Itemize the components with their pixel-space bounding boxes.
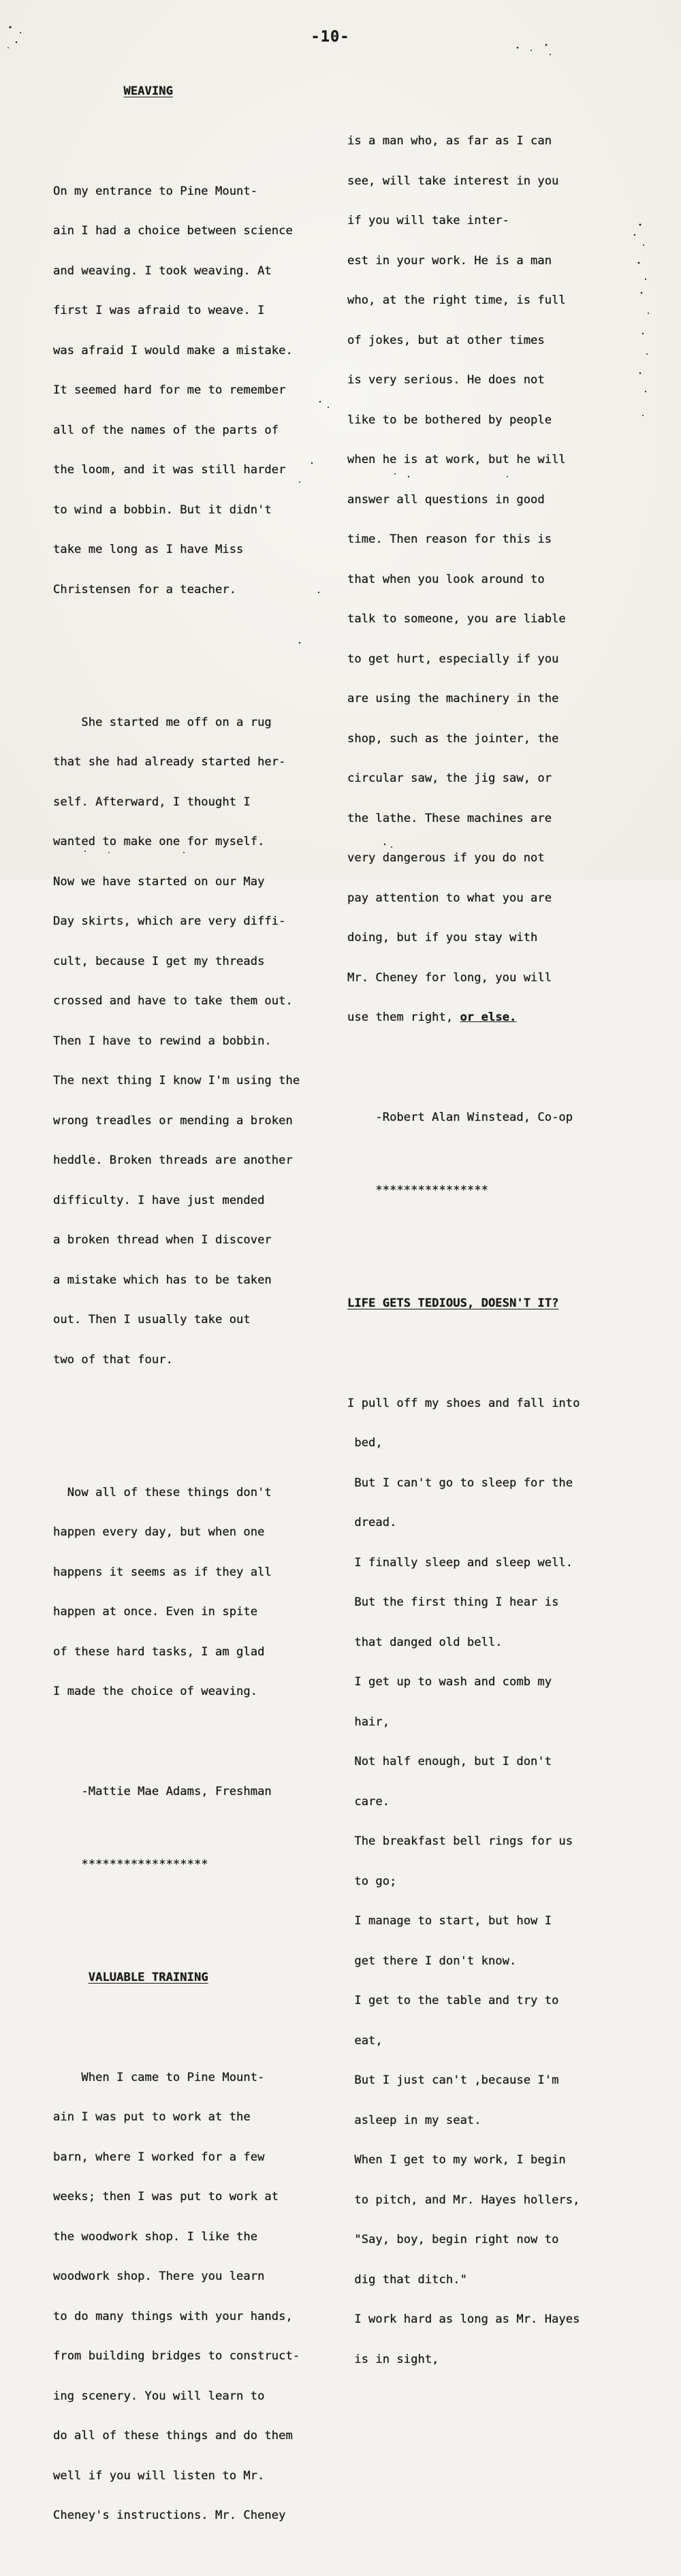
text-line: Now we have started on our May — [53, 874, 265, 889]
poem-line: care. — [347, 1794, 390, 1809]
text-line: a broken thread when I discover — [53, 1233, 272, 1247]
poem-line: I get up to wash and comb my — [347, 1675, 552, 1689]
text-line-last — [347, 1011, 620, 1025]
text-line: ain I had a choice between science — [53, 224, 293, 238]
separator-stars: ****************** — [53, 1858, 208, 1871]
text-line: of these hard tasks, I am glad — [53, 1644, 265, 1659]
text-line: Day skirts, which are very diffi- — [53, 915, 286, 928]
text-line: to do many things with your hands, — [53, 2309, 293, 2323]
text-line: wanted to make one for myself. — [53, 835, 265, 848]
text-line: the loom, and it was still harder — [53, 463, 286, 477]
poem-line: But the first thing I hear is — [347, 1595, 559, 1609]
poem-line: But I can't go to sleep for the — [347, 1476, 573, 1490]
valuable-training-paragraph — [53, 2045, 339, 2549]
poem-line: hair, — [347, 1715, 390, 1729]
left-column — [53, 59, 339, 2576]
weaving-paragraph-2 — [53, 690, 339, 1394]
text-line: is very serious. He does not — [347, 373, 545, 387]
text-line: Cheney's instructions. Mr. Cheney — [53, 2509, 286, 2522]
text-line: first I was afraid to weave. I — [53, 304, 265, 317]
valuable-training-title-line — [53, 1971, 339, 1985]
text-line: that she had already started her- — [53, 755, 286, 769]
text-line: Now all of these things don't — [53, 1485, 272, 1499]
weaving-title: WEAVING — [123, 84, 173, 98]
text-line: ing scenery. You will learn to — [53, 2389, 265, 2403]
text-line: woodwork shop. There you learn — [53, 2270, 265, 2283]
text-line: time. Then reason for this is — [347, 532, 552, 546]
text-line: pay attention to what you are — [347, 891, 552, 905]
text-line: was afraid I would make a mistake. — [53, 343, 293, 357]
text-line: weeks; then I was put to work at — [53, 2190, 279, 2204]
page-number: -10- — [311, 29, 350, 46]
text-line: from building bridges to construct- — [53, 2349, 300, 2363]
poem-line: bed, — [347, 1436, 383, 1450]
right-column — [347, 82, 620, 2419]
poem-line: I work hard as long as Mr. Hayes — [347, 2312, 580, 2326]
text-line: see, will take interest in you — [347, 174, 559, 188]
text-line: difficulty. I have just mended — [53, 1193, 265, 1207]
text-line: doing, but if you stay with — [347, 931, 538, 944]
text-line: Then I have to rewind a bobbin. — [53, 1034, 272, 1048]
poem-line: When I get to my work, I begin — [347, 2153, 566, 2167]
text-line: answer all questions in good — [347, 492, 545, 507]
poem-line: is in sight, — [347, 2352, 439, 2366]
weaving-byline: -Mattie Mae Adams, Freshman — [53, 1784, 272, 1798]
text-line: cult, because I get my threads — [53, 954, 265, 968]
poem-line: dig that ditch." — [347, 2272, 467, 2287]
poem-line: I manage to start, but how I — [347, 1914, 552, 1928]
poem-line: I finally sleep and sleep well. — [347, 1555, 573, 1570]
text-line: ain I was put to work at the — [53, 2110, 251, 2124]
text-line: happen every day, but when one — [53, 1525, 265, 1539]
text-line: the lathe. These machines are — [347, 811, 552, 825]
text-line: shop, such as the jointer, the — [347, 731, 559, 746]
text-line: talk to someone, you are liable — [347, 612, 566, 626]
text-line: When I came to Pine Mount- — [53, 2070, 265, 2084]
poem-line: dread. — [347, 1516, 397, 1529]
poem-line: Not half enough, but I don't — [347, 1755, 552, 1768]
text-line: crossed and have to take them out. — [53, 994, 293, 1008]
text-line: I made the choice of weaving. — [53, 1685, 258, 1698]
poem-line: I pull off my shoes and fall into — [347, 1396, 580, 1410]
last-line-start: use them right, — [347, 1011, 460, 1024]
text-line: The next thing I know I'm using the — [53, 1074, 300, 1087]
poem-line: get there I don't know. — [347, 1954, 517, 1968]
valuable-training-title: VALUABLE TRAINING — [88, 1971, 208, 1984]
life-gets-tedious-title: LIFE GETS TEDIOUS, DOESN'T IT? — [347, 1297, 559, 1310]
text-line: do all of these things and do them — [53, 2429, 293, 2443]
text-line: all of the names of the parts of — [53, 423, 279, 437]
text-line: two of that four. — [53, 1352, 173, 1367]
text-line: is a man who, as far as I can — [347, 134, 552, 148]
text-line: if you will take inter- — [347, 214, 509, 227]
text-line: the woodwork shop. I like the — [53, 2229, 258, 2244]
or-else-emphasis: or else. — [460, 1011, 517, 1024]
valuable-training-continued — [347, 108, 620, 1051]
text-line: to get hurt, especially if you — [347, 652, 559, 666]
weaving-paragraph-3 — [53, 1460, 339, 1726]
text-line: a mistake which has to be taken — [53, 1273, 272, 1287]
poem-line: to pitch, and Mr. Hayes hollers, — [347, 2193, 580, 2207]
poem-line: to go; — [347, 1874, 397, 1888]
weaving-paragraph-1 — [53, 159, 339, 624]
poem-line: But I just can't ,because I'm — [347, 2073, 559, 2087]
text-line: very dangerous if you do not — [347, 851, 545, 865]
valuable-training-byline: -Robert Alan Winstead, Co-op — [347, 1110, 573, 1124]
text-line: It seemed hard for me to remember — [53, 383, 286, 397]
life-gets-tedious-title-line — [347, 1297, 620, 1311]
text-line: happens it seems as if they all — [53, 1565, 272, 1579]
poem-line: The breakfast bell rings for us — [347, 1834, 573, 1848]
text-line: est in your work. He is a man — [347, 253, 552, 268]
text-line: wrong treadles or mending a broken — [53, 1113, 293, 1128]
text-line: are using the machinery in the — [347, 692, 559, 705]
life-gets-tedious-poem — [347, 1371, 620, 2394]
text-line: and weaving. I took weaving. At — [53, 264, 272, 278]
weaving-title-line — [53, 85, 339, 99]
text-line: out. Then I usually take out — [53, 1313, 251, 1326]
poem-line: "Say, boy, begin right now to — [347, 2233, 559, 2246]
poem-line: I get to the table and try to — [347, 1994, 559, 2007]
text-line: She started me off on a rug — [53, 715, 272, 729]
text-line: On my entrance to Pine Mount- — [53, 184, 258, 198]
text-line: Christensen for a teacher. — [53, 582, 237, 597]
text-line: heddle. Broken threads are another — [53, 1154, 293, 1167]
separator-stars: **************** — [347, 1183, 488, 1197]
text-line: well if you will listen to Mr. — [53, 2468, 265, 2483]
text-line: when he is at work, but he will — [347, 453, 566, 466]
text-line: of jokes, but at other times — [347, 333, 545, 347]
text-line: to wind a bobbin. But it didn't — [53, 503, 272, 517]
poem-line: that danged old bell. — [347, 1635, 503, 1649]
poem-line: eat, — [347, 2033, 383, 2048]
text-line: take me long as I have Miss — [53, 543, 244, 556]
text-line: that when you look around to — [347, 572, 545, 586]
text-line: who, at the right time, is full — [347, 293, 566, 307]
poem-line: asleep in my seat. — [347, 2113, 481, 2127]
text-line: like to be bothered by people — [347, 413, 552, 427]
text-line: happen at once. Even in spite — [53, 1605, 258, 1619]
text-line: circular saw, the jig saw, or — [347, 772, 552, 785]
text-line: self. Afterward, I thought I — [53, 795, 251, 809]
text-line: Mr. Cheney for long, you will — [347, 970, 552, 985]
text-line: barn, where I worked for a few — [53, 2150, 265, 2164]
